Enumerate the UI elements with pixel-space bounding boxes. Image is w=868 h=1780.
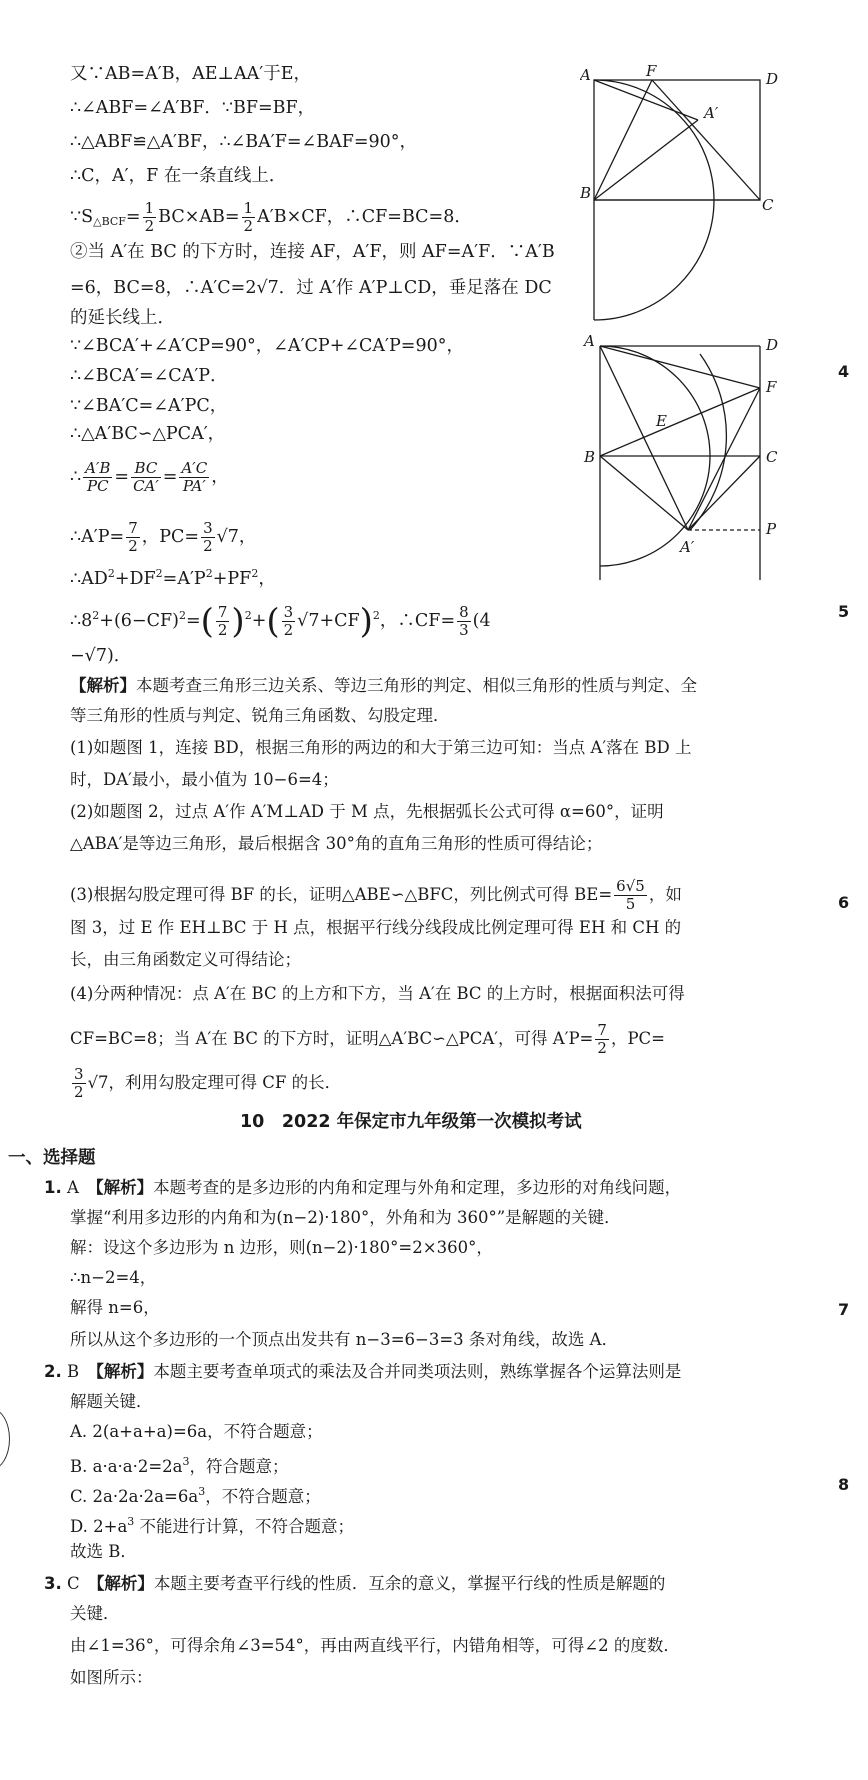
question-1 — [44, 1176, 681, 1200]
solution-line: ∴△A′BC∽△PCA′， — [70, 424, 226, 444]
segment — [600, 388, 760, 456]
arc — [690, 354, 726, 530]
fraction — [242, 200, 256, 235]
numerator: 7 — [597, 1021, 607, 1039]
text: +(6−CF) — [99, 611, 179, 631]
figure-2 — [580, 330, 790, 592]
text: ，如 — [648, 885, 682, 904]
text: ∴8 — [70, 611, 93, 631]
question-number: 3. — [44, 1574, 62, 1593]
question-line: 所以从这个多边形的一个顶点出发共有 n−3=6−3=3 条对角线，故选 A． — [70, 1330, 619, 1349]
question-line: 关键． — [70, 1604, 120, 1623]
side-number: 6 — [838, 893, 850, 912]
text: = — [162, 467, 178, 487]
side-number: 8 — [838, 1475, 850, 1494]
question-line: ∴n−2=4， — [70, 1268, 157, 1287]
text: C. 2a·2a·2a=6a — [70, 1487, 199, 1506]
subscript: △BCF — [93, 215, 126, 228]
left-paren: ( — [266, 601, 280, 642]
analysis-line — [70, 1066, 341, 1101]
text: = — [125, 207, 141, 227]
solution-line — [70, 200, 472, 235]
solution-line: =6，BC=8，∴A′C=2√7．过 A′作 A′P⊥CD，垂足落在 DC — [70, 278, 552, 298]
superscript: 2 — [178, 609, 186, 622]
option-c — [70, 1480, 321, 1509]
text: ，不符合题意； — [205, 1487, 321, 1506]
text: 本题考查三角形三边关系、等边三角形的判定、相似三角形的性质与判定、全 — [136, 676, 697, 695]
text: ， — [258, 569, 276, 589]
analysis-line: (4)分两种情况：点 A′在 BC 的上方和下方，当 A′在 BC 的上方时，根据面积法可得 — [70, 984, 685, 1003]
label-c: C — [762, 196, 774, 214]
fraction — [595, 1022, 609, 1057]
denominator: 2 — [597, 1039, 607, 1057]
question-line: 解：设这个多边形为 n 边形，则(n−2)·180°=2×360°， — [70, 1238, 493, 1257]
numerator: A′C — [181, 459, 208, 477]
fraction — [131, 460, 161, 495]
text: √7+CF — [297, 611, 360, 631]
question-line: 解题关键． — [70, 1392, 153, 1411]
text: CF=BC=8；当 A′在 BC 的下方时，证明△A′BC∽△PCA′，可得 A′P= — [70, 1029, 594, 1048]
text: D. 2+a — [70, 1517, 128, 1536]
text: = — [185, 611, 201, 631]
fraction — [72, 1066, 86, 1101]
text: 不能进行计算，不符合题意； — [134, 1517, 355, 1536]
denominator: 2 — [283, 621, 294, 639]
analysis-tag: 【解析】 — [95, 1362, 154, 1381]
text: ，PC= — [141, 527, 200, 547]
superscript: 3 — [182, 1455, 190, 1468]
denominator: 2 — [243, 217, 254, 235]
text: ， — [211, 467, 229, 487]
solution-line: −√7)． — [70, 646, 132, 666]
analysis-line: △ABA′是等边三角形，最后根据含 30°角的直角三角形的性质可得结论； — [70, 834, 603, 853]
text: ，符合题意； — [189, 1457, 289, 1476]
right-paren: ) — [231, 601, 245, 642]
solution-line: ∴∠ABF=∠A′BF．∵BF=BF， — [70, 98, 316, 118]
text: 本题主要考查单项式的乘法及合并同类项法则，熟练掌握各个运算法则是 — [153, 1362, 682, 1381]
fraction — [143, 200, 157, 235]
numerator: A′B — [85, 459, 111, 477]
solution-line — [70, 520, 256, 555]
label-f: F — [766, 378, 777, 396]
superscript: 2 — [251, 567, 259, 580]
exam-title: 10 2022 年保定市九年级第一次模拟考试 — [240, 1112, 582, 1132]
denominator: 2 — [217, 621, 228, 639]
label-b: B — [580, 184, 592, 202]
numerator: 1 — [144, 199, 155, 217]
numerator: 7 — [128, 519, 138, 537]
text: ，PC= — [610, 1029, 665, 1048]
text: ∴AD — [70, 569, 108, 589]
superscript: 3 — [127, 1515, 135, 1528]
denominator: 2 — [203, 537, 213, 555]
analysis-line: 图 3，过 E 作 EH⊥BC 于 H 点，根据平行线分线段成比例定理可得 EH 和 CH 的 — [70, 918, 682, 937]
arc — [594, 80, 714, 200]
margin-arc — [0, 1408, 10, 1470]
superscript: 2 — [92, 609, 100, 622]
arc — [600, 346, 710, 456]
denominator: 5 — [625, 895, 636, 913]
figure-1 — [580, 62, 780, 322]
question-number: 1. — [44, 1178, 62, 1197]
superscript: 2 — [107, 567, 115, 580]
analysis-line — [70, 1022, 665, 1057]
numerator: 3 — [203, 519, 213, 537]
fraction — [457, 604, 471, 639]
question-line: 如图所示： — [70, 1668, 153, 1687]
numerator: 6√5 — [616, 877, 645, 895]
text: +DF — [114, 569, 156, 589]
question-line: 故选 B． — [70, 1542, 137, 1561]
segment — [594, 80, 698, 120]
text: 本题主要考查平行线的性质．互余的意义，掌握平行线的性质是解题的 — [153, 1574, 666, 1593]
label-d: D — [766, 336, 779, 354]
question-line: 由∠1=36°，可得余角∠3=54°，再由两直线平行，内错角相等，可得∠2 的度数． — [70, 1636, 680, 1655]
numerator: 1 — [243, 199, 254, 217]
label-d: D — [766, 70, 779, 88]
text: =A′P — [162, 569, 206, 589]
fraction — [282, 604, 296, 639]
label-a-prime: A′ — [680, 538, 695, 556]
text: +PF — [212, 569, 252, 589]
fraction — [179, 460, 209, 495]
label-a: A — [584, 332, 595, 350]
fraction — [201, 520, 215, 555]
solution-line: ∴△ABF≌△A′BF，∴∠BA′F=∠BAF=90°， — [70, 132, 418, 152]
solution-line: ②当 A′在 BC 的下方时，连接 AF，A′F，则 AF=A′F．∵A′B — [70, 242, 555, 262]
segment — [652, 80, 760, 200]
solution-line: ∴C，A′，F 在一条直线上． — [70, 166, 287, 186]
text: + — [251, 611, 267, 631]
denominator: 2 — [144, 217, 155, 235]
text: B. a·a·a·2=2a — [70, 1457, 183, 1476]
fraction — [216, 604, 230, 639]
superscript: 3 — [198, 1485, 206, 1498]
side-number: 4 — [838, 362, 850, 381]
denominator: 3 — [459, 621, 469, 639]
label-c: C — [766, 448, 778, 466]
solution-line — [70, 562, 276, 591]
question-number: 2. — [44, 1362, 62, 1381]
analysis-line: 长，由三角函数定义可得结论； — [70, 950, 301, 969]
superscript: 2 — [155, 567, 163, 580]
label-f: F — [646, 62, 657, 80]
denominator: CA′ — [133, 477, 159, 495]
answer: A — [67, 1178, 79, 1197]
option-a: A. 2(a+a+a)=6a，不符合题意； — [70, 1422, 323, 1441]
segment — [600, 456, 688, 530]
denominator: 2 — [128, 537, 138, 555]
superscript: 2 — [205, 567, 213, 580]
question-line: 解得 n=6， — [70, 1298, 160, 1317]
solution-line: 又∵AB=A′B，AE⊥AA′于E， — [70, 64, 312, 84]
analysis-tag: 【解析】 — [70, 676, 136, 695]
text: BC×AB= — [158, 207, 240, 227]
text: ∵S — [70, 207, 94, 227]
segment — [600, 346, 760, 388]
fraction — [83, 460, 112, 495]
solution-line: ∵∠BA′C=∠A′PC， — [70, 396, 228, 416]
text: = — [114, 467, 130, 487]
question-3 — [44, 1572, 665, 1596]
text: A′B×CF，∴CF=BC=8． — [257, 207, 472, 227]
side-number: 5 — [838, 602, 850, 621]
analysis-tag: 【解析】 — [95, 1178, 154, 1197]
numerator: BC — [131, 460, 161, 478]
segment — [594, 120, 698, 200]
denominator: PC — [86, 477, 109, 495]
numerator: 7 — [217, 603, 228, 621]
numerator: 8 — [459, 603, 469, 621]
denominator: 2 — [74, 1083, 84, 1101]
fraction — [614, 878, 647, 913]
analysis-line: 时，DA′最小，最小值为 10−6=4； — [70, 770, 339, 789]
text: ，∴CF= — [379, 611, 456, 631]
arc — [594, 200, 714, 320]
segment — [688, 456, 760, 530]
solution-line: 的延长线上． — [70, 308, 175, 328]
text: (4 — [472, 611, 491, 631]
left-paren: ( — [200, 601, 214, 642]
numerator: 3 — [74, 1065, 84, 1083]
text: ∴A′P= — [70, 527, 125, 547]
square-outline — [594, 80, 760, 200]
label-e: E — [656, 412, 667, 430]
solution-line: ∴∠BCA′=∠CA′P． — [70, 366, 228, 386]
solution-line — [70, 460, 229, 495]
analysis-tag: 【解析】 — [96, 1574, 154, 1593]
option-d — [70, 1510, 354, 1539]
analysis-line — [70, 674, 697, 698]
text: √7，利用勾股定理可得 CF 的长． — [87, 1073, 342, 1092]
text: ∴ — [70, 467, 82, 487]
segment — [594, 80, 652, 200]
answer: C — [67, 1574, 80, 1593]
text: (3)根据勾股定理可得 BF 的长，证明△ABE∽△BFC，列比例式可得 BE= — [70, 885, 613, 904]
label-a-prime: A′ — [704, 104, 719, 122]
analysis-line — [70, 878, 682, 913]
analysis-line: (2)如题图 2，过点 A′作 A′M⊥AD 于 M 点，先根据弧长公式可得 α=60°，证明 — [70, 802, 664, 821]
superscript: 2 — [372, 609, 380, 622]
superscript: 2 — [244, 609, 252, 622]
label-p: P — [766, 520, 777, 538]
solution-line: ∵∠BCA′+∠A′CP=90°，∠A′CP+∠CA′P=90°， — [70, 336, 464, 356]
analysis-line: 等三角形的性质与判定、锐角三角函数、勾股定理． — [70, 706, 450, 725]
solution-line — [70, 601, 491, 642]
numerator: 3 — [283, 603, 294, 621]
fraction — [126, 520, 140, 555]
text: √7， — [216, 527, 257, 547]
side-number: 7 — [838, 1300, 850, 1319]
right-paren: ) — [359, 601, 373, 642]
answer: B — [67, 1362, 80, 1381]
question-line: 掌握“利用多边形的内角和为(n−2)·180°，外角和为 360°”是解题的关键． — [70, 1208, 621, 1227]
question-2 — [44, 1360, 681, 1384]
label-a: A — [580, 66, 591, 84]
denominator: PA′ — [182, 477, 206, 495]
section-heading: 一、选择题 — [8, 1148, 96, 1168]
option-b — [70, 1450, 289, 1479]
label-b: B — [584, 448, 596, 466]
text: 本题考查的是多边形的内角和定理与外角和定理，多边形的对角线问题， — [153, 1178, 682, 1197]
analysis-line: (1)如题图 1，连接 BD，根据三角形的两边的和大于第三边可知：当点 A′落在 BD 上 — [70, 738, 692, 757]
